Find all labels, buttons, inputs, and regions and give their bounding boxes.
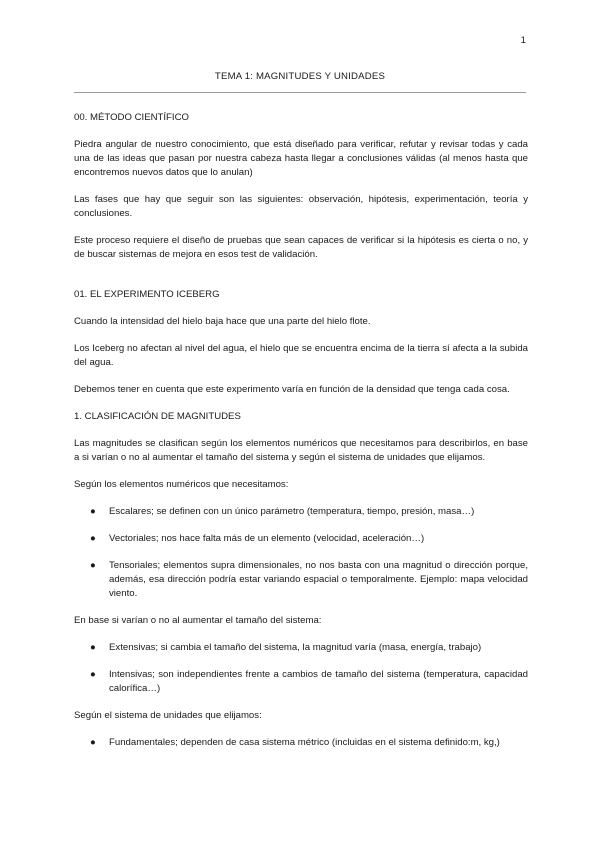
section-heading-clasificacion: 1. CLASIFICACIÓN DE MAGNITUDES	[74, 411, 241, 422]
bullet-list-unidades	[74, 736, 528, 750]
section-spacer	[74, 275, 528, 288]
paragraph-iceberg-2: Los Iceberg no afectan al nivel del agua, el hielo que se encuentra encima de la tierra sí afecta a la subida del agua.	[74, 343, 528, 368]
list-item-text: Vectoriales; nos hace falta más de un elemento (velocidad, aceleración…)	[109, 533, 425, 544]
bullet-icon: ●	[90, 506, 96, 517]
section-heading-metodo: 00. MÉTODO CIENTÍFICO	[74, 112, 189, 123]
paragraph-iceberg-3: Debemos tener en cuenta que este experimento varía en función de la densidad que tenga cada cosa.	[74, 384, 510, 395]
bullet-icon: ●	[90, 737, 96, 748]
list-item	[74, 736, 528, 750]
list-item-text: Escalares; se definen con un único parámetro (temperatura, tiempo, presión, masa…)	[109, 506, 475, 517]
list-item	[74, 668, 528, 696]
list-item-text: Extensivas; si cambia el tamaño del sistema, la magnitud varía (masa, energía, trabajo)	[109, 642, 482, 653]
section-heading-iceberg: 01. EL EXPERIMENTO ICEBERG	[74, 289, 220, 300]
list-item-text: Tensoriales; elementos supra dimensionales, no nos basta con una magnitud o dirección porque, además, esa dirección podría estar variando espacial o temporalmente. Ejemplo: mapa velocidad viento.	[109, 560, 528, 599]
list-item	[74, 505, 528, 519]
title-divider	[74, 92, 526, 93]
list-item	[74, 532, 528, 546]
list-item	[74, 641, 528, 655]
bullet-icon: ●	[90, 560, 96, 571]
list-item	[74, 559, 528, 601]
bullet-icon: ●	[90, 642, 96, 653]
bullet-icon: ●	[90, 669, 96, 680]
document-title: TEMA 1: MAGNITUDES Y UNIDADES	[214, 71, 386, 82]
document-body	[74, 111, 528, 763]
paragraph-iceberg-1: Cuando la intensidad del hielo baja hace que una parte del hielo flote.	[74, 316, 371, 327]
list-label-numericos: Según los elementos numéricos que necesitamos:	[74, 479, 289, 490]
page-number: 1	[520, 35, 526, 46]
bullet-list-numericos	[74, 505, 528, 601]
bullet-icon: ●	[90, 533, 96, 544]
list-label-unidades: Según el sistema de unidades que elijamos:	[74, 710, 262, 721]
paragraph-metodo-2: Las fases que hay que seguir son las siguientes: observación, hipótesis, experimentación, teoría y conclusiones.	[74, 194, 528, 219]
bullet-list-tamano	[74, 641, 528, 696]
paragraph-clasificacion-intro: Las magnitudes se clasifican según los elementos numéricos que necesitamos para describirlos, en base a si varían o no al aumentar el tamaño del sistema y según el sistema de unidades que elijamos.	[74, 438, 528, 463]
paragraph-metodo-1: Piedra angular de nuestro conocimiento, que está diseñado para verificar, refutar y revisar todas y cada una de las ideas que pasan por nuestra cabeza hasta llegar a conclusiones válidas (al menos hasta que encontremos nuevos datos que lo anulan)	[74, 139, 528, 178]
list-label-tamano: En base si varían o no al aumentar el tamaño del sistema:	[74, 615, 322, 626]
list-item-text: Fundamentales; dependen de casa sistema métrico (incluidas en el sistema definido:m, kg,)	[109, 737, 500, 748]
paragraph-metodo-3: Este proceso requiere el diseño de pruebas que sean capaces de verificar si la hipótesis es cierta o no, y de buscar sistemas de mejora en esos test de validación.	[74, 235, 528, 260]
list-item-text: Intensivas; son independientes frente a cambios de tamaño del sistema (temperatura, capacidad calorífica…)	[109, 669, 528, 694]
